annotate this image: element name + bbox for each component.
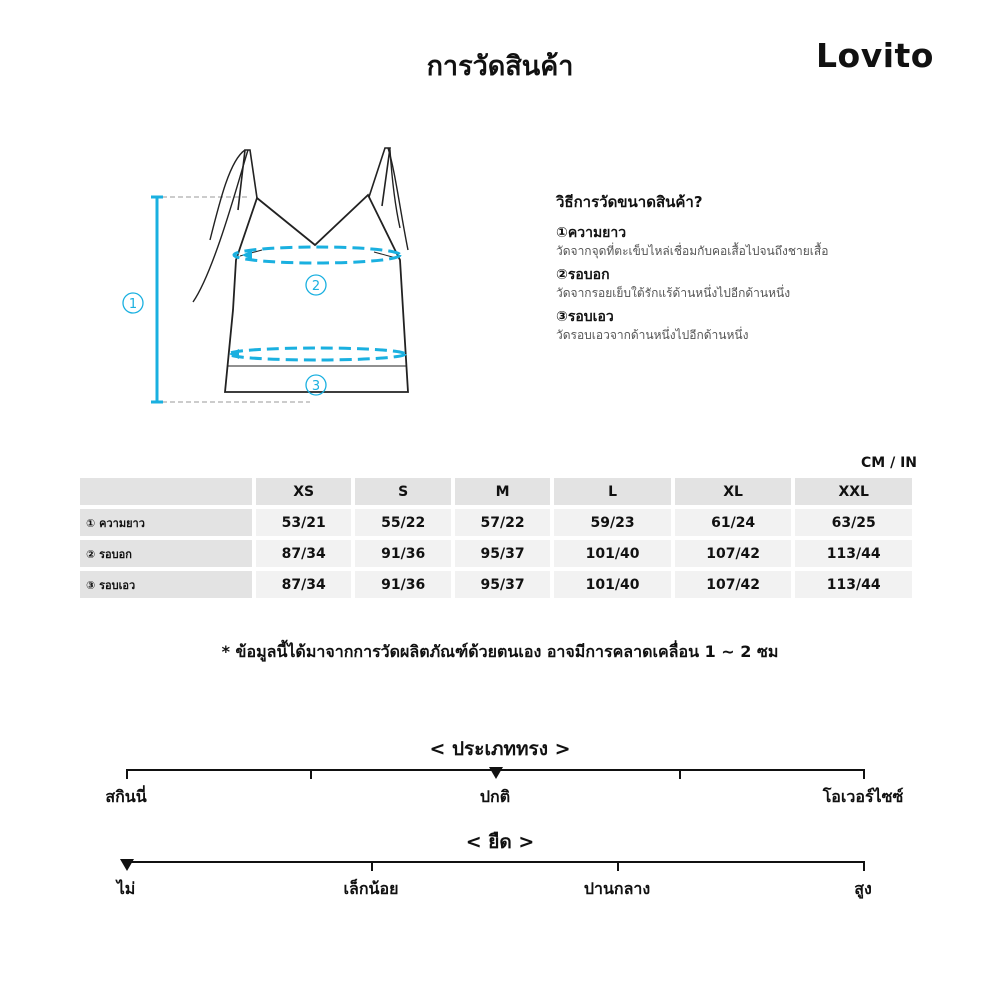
table-cell: 91/36: [355, 571, 450, 598]
scale-line: [126, 861, 865, 863]
fit-label-oversize: โอเวอร์ไซซ์: [822, 787, 904, 806]
table-cell: 101/40: [554, 540, 671, 567]
label-length: 1: [128, 297, 138, 312]
guide-item-length: [556, 224, 976, 260]
size-chart-table: [76, 474, 916, 602]
scale-tick: [617, 861, 619, 871]
scale-tick: [679, 769, 681, 779]
cami-top-illustration: [100, 130, 430, 420]
table-cell: 55/22: [355, 509, 450, 536]
guide-item-title: ①ความยาว: [556, 225, 627, 241]
stretch-label-none: ไม่: [116, 879, 136, 898]
table-cell: 63/25: [795, 509, 912, 536]
table-cell: 101/40: [554, 571, 671, 598]
label-bust: 2: [311, 279, 321, 294]
fit-scale: [105, 769, 904, 806]
stretch-label-high: สูง: [854, 879, 872, 898]
column-header: S: [355, 478, 450, 505]
column-header: M: [455, 478, 550, 505]
stretch-label-slight: เล็กน้อย: [343, 879, 399, 898]
guide-item-waist: [556, 308, 976, 344]
table-cell: 57/22: [455, 509, 550, 536]
table-cell: 95/37: [455, 540, 550, 567]
label-waist: 3: [311, 379, 321, 394]
row-label: ① ความยาว: [80, 509, 252, 536]
table-row: [80, 571, 912, 598]
guide-item-bust: [556, 266, 976, 302]
unit-label: CM / IN: [861, 455, 917, 471]
scale-tick: [126, 769, 128, 779]
table-row: [80, 509, 912, 536]
guide-title: วิธีการวัดขนาดสินค้า?: [556, 193, 703, 211]
fit-label-regular: ปกติ: [479, 787, 511, 806]
guide-item-title: ③รอบเอว: [556, 309, 614, 325]
selected-marker-icon: [120, 859, 134, 871]
table-cell: 87/34: [256, 571, 351, 598]
row-label: ③ รอบเอว: [80, 571, 252, 598]
measurement-note: * ข้อมูลนี้ได้มาจากการวัดผลิตภัณฑ์ด้วยตนเอง อาจมีการคลาดเคลื่อน 1 ~ 2 ซม: [221, 642, 779, 661]
table-header-row: [80, 478, 912, 505]
page-title: การวัดสินค้า: [426, 51, 574, 82]
table-cell: 59/23: [554, 509, 671, 536]
table-corner-cell: [80, 478, 252, 505]
table-cell: 113/44: [795, 540, 912, 567]
table-cell: 107/42: [675, 540, 792, 567]
guide-item-title: ②รอบอก: [556, 267, 610, 283]
measuring-guide: [556, 190, 976, 350]
scale-tick: [310, 769, 312, 779]
stretch-scale-title: < ยืด >: [465, 831, 535, 853]
column-header: XL: [675, 478, 792, 505]
scale-tick: [863, 769, 865, 779]
garment-diagram: [100, 130, 430, 420]
column-header: L: [554, 478, 671, 505]
scale-tick: [371, 861, 373, 871]
row-label: ② รอบอก: [80, 540, 252, 567]
table-cell: 95/37: [455, 571, 550, 598]
guide-item-desc: วัดจากรอยเย็บใต้รักแร้ด้านหนึ่งไปอีกด้านหนึ่ง: [556, 286, 791, 300]
table-cell: 61/24: [675, 509, 792, 536]
brand-logo: Lovito: [816, 36, 934, 75]
table-row: [80, 540, 912, 567]
table-cell: 107/42: [675, 571, 792, 598]
guide-item-desc: วัดจากจุดที่ตะเข็บไหล่เชื่อมกับคอเสื้อไปจนถึงชายเสื้อ: [556, 244, 829, 258]
table-cell: 53/21: [256, 509, 351, 536]
fit-scale-title: < ประเภททรง >: [429, 738, 571, 760]
table-cell: 87/34: [256, 540, 351, 567]
guide-item-desc: วัดรอบเอวจากด้านหนึ่งไปอีกด้านหนึ่ง: [556, 328, 749, 342]
stretch-scale: [116, 861, 872, 898]
fit-label-skinny: สกินนี่: [105, 787, 147, 806]
table-cell: 91/36: [355, 540, 450, 567]
stretch-label-medium: ปานกลาง: [583, 879, 651, 898]
table-cell: 113/44: [795, 571, 912, 598]
selected-marker-icon: [489, 767, 503, 779]
column-header: XXL: [795, 478, 912, 505]
column-header: XS: [256, 478, 351, 505]
scale-tick: [863, 861, 865, 871]
